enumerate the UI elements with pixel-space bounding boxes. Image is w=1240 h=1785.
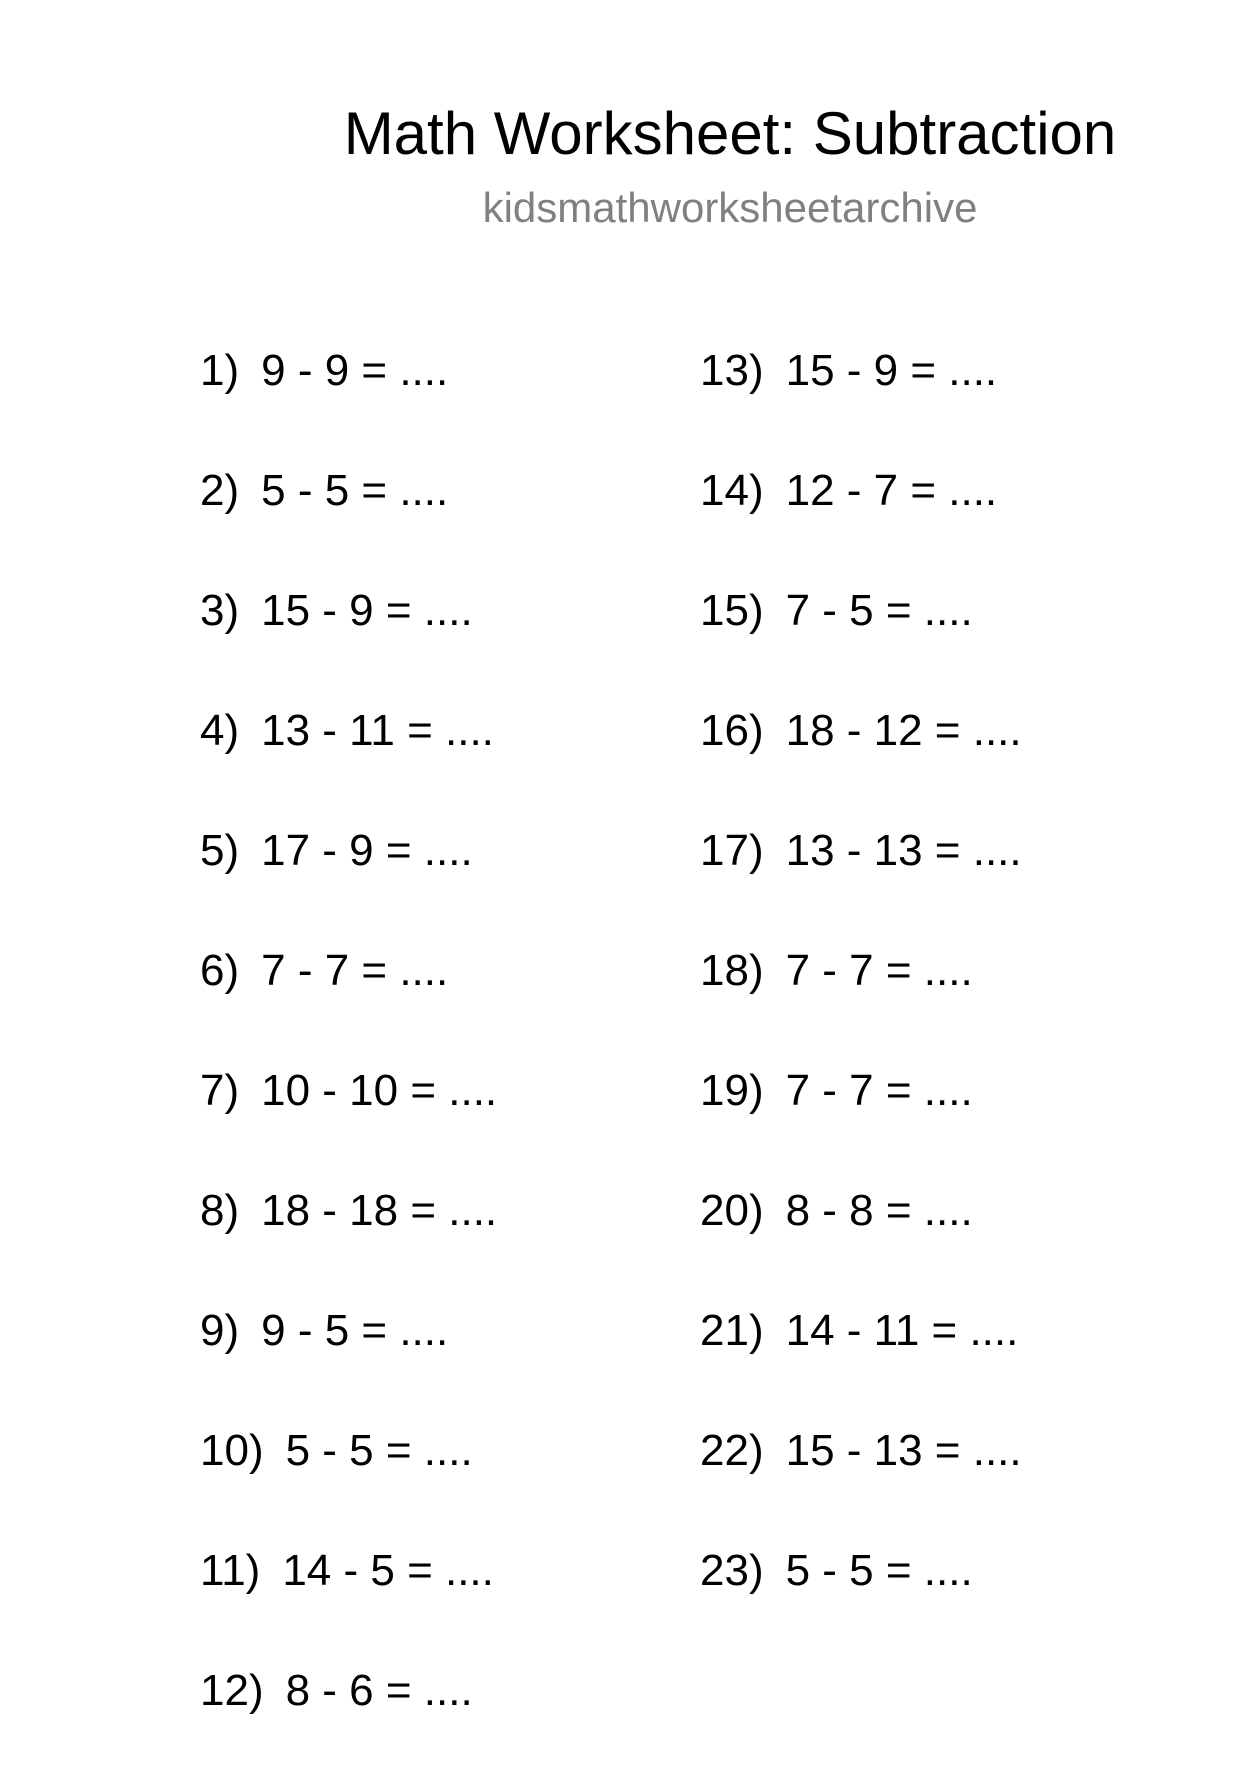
problem-number: 3) xyxy=(200,586,240,635)
problem-number: 7) xyxy=(200,1066,240,1115)
problem-column-right xyxy=(700,345,1022,1665)
problem-item xyxy=(700,705,1022,825)
problem-expression: 8 - 8 = .... xyxy=(785,1186,973,1235)
problem-number: 4) xyxy=(200,706,240,755)
problem-expression: 5 - 5 = .... xyxy=(785,1546,973,1595)
problem-expression: 7 - 7 = .... xyxy=(261,946,449,995)
problem-item xyxy=(200,945,497,1065)
problem-number: 13) xyxy=(700,346,764,395)
problem-item xyxy=(200,705,497,825)
problem-item xyxy=(200,825,497,945)
problem-expression: 12 - 7 = .... xyxy=(785,466,998,515)
problem-number: 15) xyxy=(700,586,764,635)
problem-item xyxy=(200,1065,497,1185)
problem-item xyxy=(200,1185,497,1305)
problem-expression: 15 - 9 = .... xyxy=(785,346,998,395)
problem-item xyxy=(700,585,1022,705)
problem-item xyxy=(200,1545,497,1665)
problem-expression: 14 - 11 = .... xyxy=(785,1306,1019,1355)
problem-expression: 5 - 5 = .... xyxy=(261,466,449,515)
problem-item xyxy=(200,1665,497,1785)
problem-expression: 17 - 9 = .... xyxy=(261,826,473,875)
problem-expression: 15 - 13 = .... xyxy=(785,1426,1022,1475)
problem-item xyxy=(700,465,1022,585)
problem-expression: 7 - 7 = .... xyxy=(785,1066,973,1115)
problem-number: 6) xyxy=(200,946,240,995)
problem-expression: 9 - 9 = .... xyxy=(261,346,449,395)
problem-number: 10) xyxy=(200,1426,264,1475)
problem-number: 8) xyxy=(200,1186,240,1235)
problem-expression: 9 - 5 = .... xyxy=(261,1306,449,1355)
problem-number: 23) xyxy=(700,1546,764,1595)
problem-number: 1) xyxy=(200,346,240,395)
problem-item xyxy=(700,1305,1022,1425)
problem-number: 17) xyxy=(700,826,764,875)
problem-expression: 13 - 11 = .... xyxy=(261,706,494,755)
problem-item xyxy=(200,1425,497,1545)
problem-expression: 14 - 5 = .... xyxy=(282,1546,494,1595)
problem-item xyxy=(700,1185,1022,1305)
problem-number: 16) xyxy=(700,706,764,755)
problem-item xyxy=(700,945,1022,1065)
problem-item xyxy=(200,465,497,585)
problem-item xyxy=(200,585,497,705)
problem-expression: 5 - 5 = .... xyxy=(285,1426,473,1475)
problem-number: 11) xyxy=(200,1546,261,1595)
worksheet-source: kidsmathworksheetarchive xyxy=(482,184,978,231)
problem-number: 12) xyxy=(200,1666,264,1715)
problem-expression: 10 - 10 = .... xyxy=(261,1066,498,1115)
problem-expression: 7 - 7 = .... xyxy=(785,946,973,995)
problem-number: 5) xyxy=(200,826,240,875)
problem-item xyxy=(700,345,1022,465)
problem-item xyxy=(700,1065,1022,1185)
problem-number: 14) xyxy=(700,466,764,515)
problem-number: 2) xyxy=(200,466,240,515)
problem-number: 22) xyxy=(700,1426,764,1475)
problem-expression: 8 - 6 = .... xyxy=(285,1666,473,1715)
problem-number: 18) xyxy=(700,946,764,995)
problem-expression: 18 - 18 = .... xyxy=(261,1186,498,1235)
problem-expression: 18 - 12 = .... xyxy=(785,706,1022,755)
problem-number: 20) xyxy=(700,1186,764,1235)
problem-column-left xyxy=(200,345,497,1785)
problem-number: 21) xyxy=(700,1306,764,1355)
problem-item xyxy=(200,345,497,465)
problem-expression: 13 - 13 = .... xyxy=(785,826,1022,875)
problem-number: 19) xyxy=(700,1066,764,1115)
problem-item xyxy=(200,1305,497,1425)
worksheet-title: Math Worksheet: Subtraction xyxy=(343,100,1117,167)
problem-expression: 15 - 9 = .... xyxy=(261,586,473,635)
problem-number: 9) xyxy=(200,1306,240,1355)
problem-item xyxy=(700,1425,1022,1545)
problem-item xyxy=(700,1545,1022,1665)
problem-expression: 7 - 5 = .... xyxy=(785,586,973,635)
problem-item xyxy=(700,825,1022,945)
